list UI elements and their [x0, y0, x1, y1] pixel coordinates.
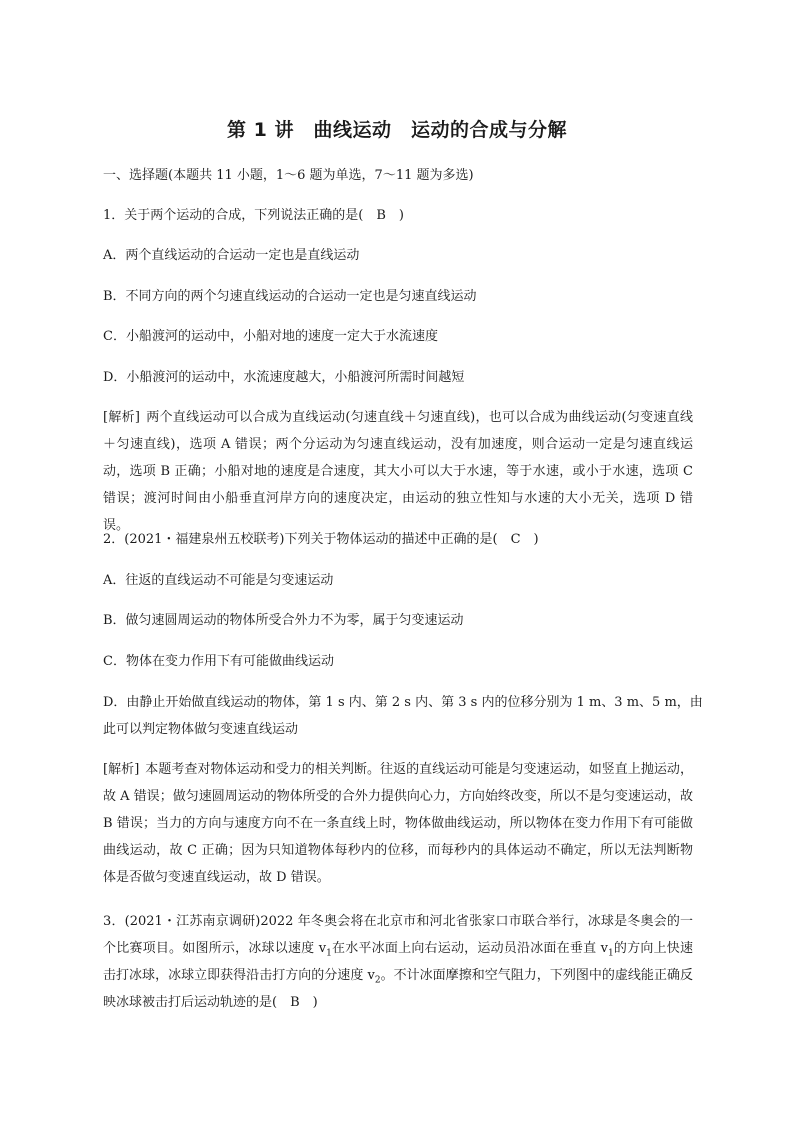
q1-option-c: C．小船渡河的运动中，小船对地的速度一定大于水流速度 — [103, 329, 438, 344]
q2-analysis — [103, 756, 693, 891]
q1-stem: 1．关于两个运动的合成，下列说法正确的是( B ) — [103, 208, 404, 223]
q3-sub-3: 2 — [374, 975, 381, 986]
q2-option-c: C．物体在变力作用下有可能做曲线运动 — [103, 654, 334, 669]
q2-option-a: A．往返的直线运动不可能是匀变速运动 — [103, 573, 334, 588]
q3-sub-2: 1 — [607, 948, 614, 959]
q3-text-4: 。不计冰面摩擦和空气阻力，下列图中的虚线能正确反映冰球被击打后运动轨迹的是( B ) — [103, 968, 693, 1010]
q2-option-b: B．做匀速圆周运动的物体所受合外力不为零，属于匀变速运动 — [103, 613, 464, 628]
q2-analysis-text: 本题考查对物体运动和受力的相关判断。往返的直线运动可能是匀变速运动，如竖直上抛运动，故 A 错误；做匀速圆周运动的物体所受的合外力提供向心力，方向始终改变，所以不是匀变速运动，故 B 错误；当力的方向与速度方向不在一条直线上时，物体做曲线运动，所以物体在变力作用下有可能做曲线运动，故 C 正确；因为只知道物体每秒内的位移，而每秒内的具体运动不确定，所以无法判断物体是否做匀变速直线运动，故 D 错误。 — [103, 762, 693, 885]
analysis-tag: [解析] — [103, 410, 140, 425]
q3-stem — [103, 908, 693, 1016]
q1-option-a: A．两个直线运动的合运动一定也是直线运动 — [103, 248, 360, 263]
q2-option-d-continued: 此可以判定物体做匀变速直线运动 — [103, 722, 299, 737]
q3-sub-1: 1 — [326, 948, 332, 959]
q1-option-d: D．小船渡河的运动中，水流速度越大，小船渡河所需时间越短 — [103, 370, 465, 385]
section-heading: 一、选择题(本题共 11 小题，1～6 题为单选，7～11 题为多选) — [103, 168, 474, 183]
q3-text-3: 的方向上快速击打冰球，冰球立即获得沿击打方向的分速度 v — [103, 941, 693, 983]
q1-analysis — [103, 404, 693, 539]
q1-option-b: B．不同方向的两个匀速直线运动的合运动一定也是匀速直线运动 — [103, 289, 477, 304]
q1-analysis-text: 两个直线运动可以合成为直线运动(匀速直线＋匀速直线)，也可以合成为曲线运动(匀变速直线＋匀速直线)，选项 A 错误；两个分运动为匀速直线运动，没有加速度，则合运动一定是匀速直线运动，选项 B 正确；小船对地的速度是合速度，其大小可以大于水速，等于水速，或小于水速，选项 C 错误；渡河时间由小船垂直河岸方向的速度决定，由运动的独立性知与水速的大小无关，选项 D 错误。 — [103, 410, 693, 533]
q2-stem: 2．(2021・福建泉州五校联考)下列关于物体运动的描述中正确的是( C ) — [103, 532, 539, 547]
page-title: 第 1 讲 曲线运动 运动的合成与分解 — [227, 119, 567, 141]
analysis-tag: [解析] — [103, 762, 140, 777]
q2-option-d: D．由静止开始做直线运动的物体，第 1 s 内、第 2 s 内、第 3 s 内的位移分别为 1 m、3 m、5 m，由 — [103, 695, 703, 710]
q3-text-2: 在水平冰面上向右运动，运动员沿冰面在垂直 v — [331, 941, 608, 956]
q3-text-1: 3．(2021・江苏南京调研)2022 年冬奥会将在北京市和河北省张家口市联合举行，冰球是冬奥会的一个比赛项目。如图所示，冰球以速度 v — [103, 914, 693, 956]
